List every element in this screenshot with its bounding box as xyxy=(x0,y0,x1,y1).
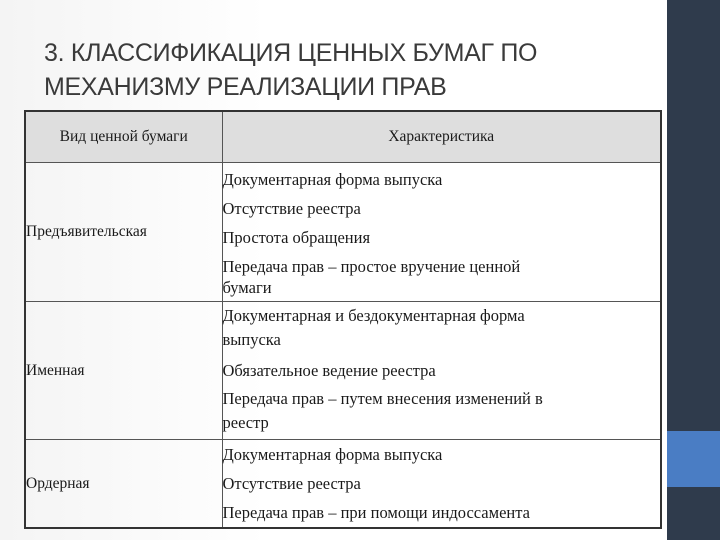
characteristic-item: Документарная форма выпуска xyxy=(222,445,443,464)
side-accent-block xyxy=(667,431,720,487)
characteristic-item: Документарная и бездокументарная форма выпуска xyxy=(222,306,525,349)
table-row xyxy=(25,302,661,440)
row-characteristics xyxy=(222,440,661,529)
row-type-bearer: Предъявительская xyxy=(25,163,222,302)
characteristic-item: Обязательное ведение реестра xyxy=(222,361,436,380)
table-row xyxy=(25,163,661,302)
characteristic-item: Документарная форма выпуска xyxy=(222,170,443,189)
row-characteristics xyxy=(222,163,661,302)
characteristic-item: Простота обращения xyxy=(222,228,371,247)
characteristic-item: Отсутствие реестра xyxy=(222,199,361,218)
characteristic-item: Передача прав – простое вручение ценной бумаги xyxy=(222,257,521,297)
title-line-1: 3. КЛАССИФИКАЦИЯ ЦЕННЫХ БУМАГ ПО xyxy=(44,39,538,67)
characteristic-item: Передача прав – путем внесения изменений в реестр xyxy=(222,389,543,432)
row-type-order: Ордерная xyxy=(25,440,222,529)
characteristic-item: Передача прав – при помощи индоссамента xyxy=(222,503,530,522)
characteristic-item: Отсутствие реестра xyxy=(222,474,361,493)
title-line-2: МЕХАНИЗМУ РЕАЛИЗАЦИИ ПРАВ xyxy=(44,73,447,101)
header-characteristic: Характеристика xyxy=(222,111,661,163)
table-row xyxy=(25,440,661,529)
row-type-registered: Именная xyxy=(25,302,222,440)
classification-table xyxy=(24,110,662,529)
row-characteristics xyxy=(222,302,661,440)
slide-title xyxy=(44,36,644,104)
table-header-row xyxy=(25,111,661,163)
header-type: Вид ценной бумаги xyxy=(25,111,222,163)
